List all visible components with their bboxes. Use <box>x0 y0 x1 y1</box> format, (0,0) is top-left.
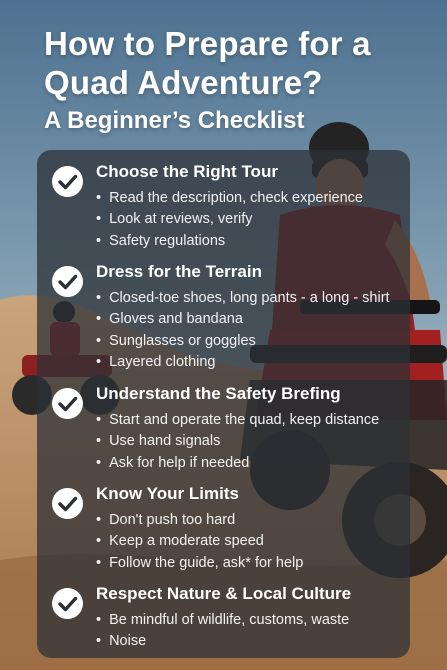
headline <box>44 24 437 136</box>
page-title-line-1: How to Prepare for a <box>44 25 371 62</box>
list-item: • Follow the guide, ask* for help <box>96 553 303 574</box>
list-item: • Don't push too hard <box>96 510 303 531</box>
list-item: • Gloves and bandana <box>96 309 390 330</box>
checkmark-icon <box>52 588 83 619</box>
section-title: Respect Nature & Local Culture <box>96 584 352 603</box>
list-item: • Start and operate the quad, keep distance <box>96 410 379 431</box>
section-title: Understand the Safety Brefing <box>96 384 341 403</box>
bullet-list <box>96 410 379 474</box>
list-item: • Closed-toe shoes, long pants - a long - shirt <box>96 288 390 309</box>
list-item: • Use hand signals <box>96 431 379 452</box>
page-subtitle: A Beginner’s Checklist <box>44 107 305 134</box>
list-item: • Keep a moderate speed <box>96 531 303 552</box>
bullet-list <box>96 510 303 574</box>
list-item: • Read the description, check experience <box>96 188 363 209</box>
list-item: • Be mindful of wildlife, customs, waste <box>96 610 349 631</box>
bullet-list <box>96 610 349 653</box>
section-title: Dress for the Terrain <box>96 262 262 281</box>
bullet-list <box>96 188 363 252</box>
list-item: • Sunglasses or goggles <box>96 331 390 352</box>
checkmark-icon <box>52 388 83 419</box>
list-item: • Ask for help if needed <box>96 453 379 474</box>
list-item: • Layered clothing <box>96 352 390 373</box>
checkmark-icon <box>52 488 83 519</box>
checklist-panel <box>37 150 410 658</box>
page-title-line-2: Quad Adventure? <box>44 64 323 101</box>
bullet-list <box>96 288 390 373</box>
list-item: • Noise <box>96 631 349 652</box>
list-item: • Look at reviews, verify <box>96 209 363 230</box>
section-title: Choose the Right Tour <box>96 162 278 181</box>
list-item: • Safety regulations <box>96 231 363 252</box>
checkmark-icon <box>52 266 83 297</box>
section-title: Know Your Limits <box>96 484 239 503</box>
checkmark-icon <box>52 166 83 197</box>
